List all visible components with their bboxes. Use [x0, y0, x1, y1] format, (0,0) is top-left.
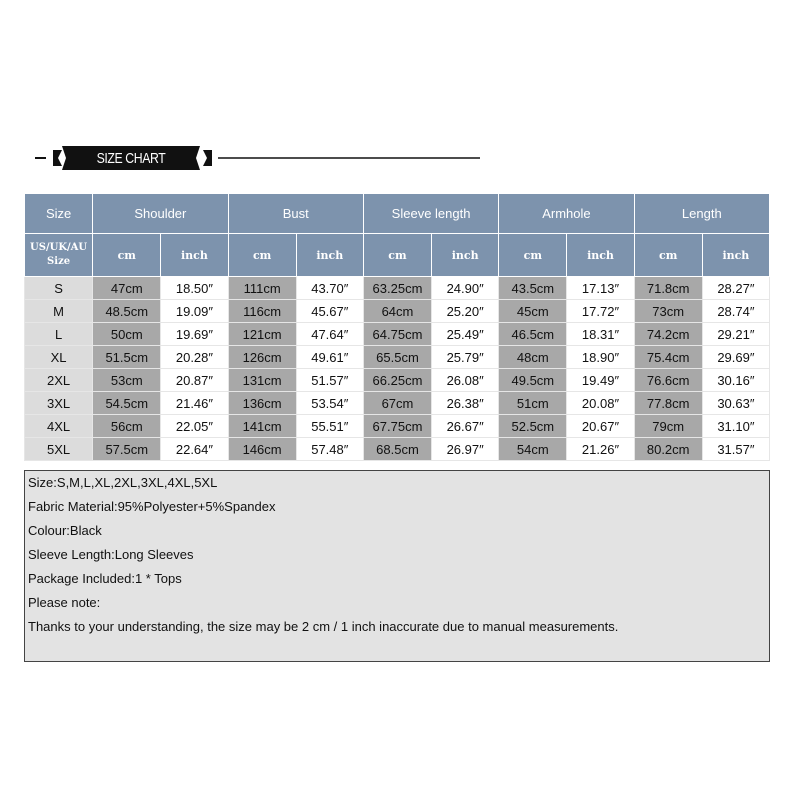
header-bust: Bust	[228, 194, 363, 234]
inch-value-cell: 21.26″	[567, 438, 634, 461]
unit-inch: inch	[161, 234, 228, 277]
inch-value-cell: 26.38″	[432, 392, 499, 415]
inch-value-cell: 17.72″	[567, 300, 634, 323]
unit-cm: cm	[93, 234, 161, 277]
inch-value-cell: 24.90″	[432, 277, 499, 300]
inch-value-cell: 43.70″	[296, 277, 363, 300]
header-region-size	[25, 234, 93, 277]
cm-value-cell: 64cm	[363, 300, 431, 323]
header-length: Length	[634, 194, 769, 234]
table-row	[25, 346, 770, 369]
size-cell: 2XL	[25, 369, 93, 392]
unit-inch: inch	[432, 234, 499, 277]
cm-value-cell: 141cm	[228, 415, 296, 438]
cm-value-cell: 51.5cm	[93, 346, 161, 369]
table-row	[25, 300, 770, 323]
chart-title: SIZE CHART	[96, 150, 166, 167]
inch-value-cell: 49.61″	[296, 346, 363, 369]
inch-value-cell: 19.09″	[161, 300, 228, 323]
cm-value-cell: 56cm	[93, 415, 161, 438]
unit-cm: cm	[363, 234, 431, 277]
info-note-text: Thanks to your understanding, the size may be 2 cm / 1 inch inaccurate due to manual measurements.	[28, 619, 619, 634]
size-cell: 5XL	[25, 438, 93, 461]
unit-header-row	[25, 234, 770, 277]
table-row	[25, 277, 770, 300]
inch-value-cell: 18.90″	[567, 346, 634, 369]
size-cell: M	[25, 300, 93, 323]
inch-value-cell: 25.20″	[432, 300, 499, 323]
cm-value-cell: 68.5cm	[363, 438, 431, 461]
cm-value-cell: 53cm	[93, 369, 161, 392]
inch-value-cell: 26.97″	[432, 438, 499, 461]
inch-value-cell: 51.57″	[296, 369, 363, 392]
cm-value-cell: 77.8cm	[634, 392, 702, 415]
cm-value-cell: 48cm	[499, 346, 567, 369]
table-row	[25, 392, 770, 415]
cm-value-cell: 54.5cm	[93, 392, 161, 415]
info-sizes: Size:S,M,L,XL,2XL,3XL,4XL,5XL	[28, 475, 218, 490]
inch-value-cell: 18.50″	[161, 277, 228, 300]
table-row	[25, 323, 770, 346]
cm-value-cell: 80.2cm	[634, 438, 702, 461]
size-cell: 4XL	[25, 415, 93, 438]
inch-value-cell: 22.64″	[161, 438, 228, 461]
inch-value-cell: 18.31″	[567, 323, 634, 346]
cm-value-cell: 67cm	[363, 392, 431, 415]
header-size: Size	[25, 194, 93, 234]
inch-value-cell: 28.74″	[702, 300, 769, 323]
inch-value-cell: 19.69″	[161, 323, 228, 346]
cm-value-cell: 75.4cm	[634, 346, 702, 369]
inch-value-cell: 26.67″	[432, 415, 499, 438]
inch-value-cell: 30.16″	[702, 369, 769, 392]
product-info-box	[24, 470, 770, 662]
inch-value-cell: 47.64″	[296, 323, 363, 346]
size-cell: XL	[25, 346, 93, 369]
cm-value-cell: 46.5cm	[499, 323, 567, 346]
size-cell: L	[25, 323, 93, 346]
inch-value-cell: 22.05″	[161, 415, 228, 438]
cm-value-cell: 43.5cm	[499, 277, 567, 300]
table-row	[25, 438, 770, 461]
cm-value-cell: 76.6cm	[634, 369, 702, 392]
cm-value-cell: 64.75cm	[363, 323, 431, 346]
cm-value-cell: 73cm	[634, 300, 702, 323]
cm-value-cell: 71.8cm	[634, 277, 702, 300]
size-label: Size	[47, 256, 71, 267]
cm-value-cell: 54cm	[499, 438, 567, 461]
inch-value-cell: 20.87″	[161, 369, 228, 392]
inch-value-cell: 29.21″	[702, 323, 769, 346]
inch-value-cell: 29.69″	[702, 346, 769, 369]
unit-cm: cm	[228, 234, 296, 277]
cm-value-cell: 63.25cm	[363, 277, 431, 300]
cm-value-cell: 131cm	[228, 369, 296, 392]
cm-value-cell: 45cm	[499, 300, 567, 323]
cm-value-cell: 74.2cm	[634, 323, 702, 346]
cm-value-cell: 50cm	[93, 323, 161, 346]
inch-value-cell: 28.27″	[702, 277, 769, 300]
inch-value-cell: 55.51″	[296, 415, 363, 438]
info-package: Package Included:1 * Tops	[28, 571, 182, 586]
info-fabric: Fabric Material:95%Polyester+5%Spandex	[28, 499, 276, 514]
unit-cm: cm	[634, 234, 702, 277]
size-table	[24, 193, 770, 461]
cm-value-cell: 52.5cm	[499, 415, 567, 438]
unit-inch: inch	[296, 234, 363, 277]
cm-value-cell: 136cm	[228, 392, 296, 415]
inch-value-cell: 31.10″	[702, 415, 769, 438]
inch-value-cell: 57.48″	[296, 438, 363, 461]
inch-value-cell: 53.54″	[296, 392, 363, 415]
cm-value-cell: 57.5cm	[93, 438, 161, 461]
cm-value-cell: 48.5cm	[93, 300, 161, 323]
cm-value-cell: 126cm	[228, 346, 296, 369]
inch-value-cell: 25.79″	[432, 346, 499, 369]
cm-value-cell: 66.25cm	[363, 369, 431, 392]
inch-value-cell: 20.67″	[567, 415, 634, 438]
inch-value-cell: 26.08″	[432, 369, 499, 392]
header-armhole: Armhole	[499, 194, 634, 234]
size-cell: 3XL	[25, 392, 93, 415]
size-table-body	[25, 277, 770, 461]
inch-value-cell: 30.63″	[702, 392, 769, 415]
header-sleeve-length: Sleeve length	[363, 194, 498, 234]
info-colour: Colour:Black	[28, 523, 102, 538]
table-row	[25, 369, 770, 392]
cm-value-cell: 79cm	[634, 415, 702, 438]
cm-value-cell: 47cm	[93, 277, 161, 300]
inch-value-cell: 20.08″	[567, 392, 634, 415]
cm-value-cell: 111cm	[228, 277, 296, 300]
info-note-title: Please note:	[28, 595, 101, 610]
unit-inch: inch	[702, 234, 769, 277]
table-row	[25, 415, 770, 438]
cm-value-cell: 65.5cm	[363, 346, 431, 369]
inch-value-cell: 19.49″	[567, 369, 634, 392]
cm-value-cell: 49.5cm	[499, 369, 567, 392]
size-cell: S	[25, 277, 93, 300]
cm-value-cell: 146cm	[228, 438, 296, 461]
unit-inch: inch	[567, 234, 634, 277]
cm-value-cell: 116cm	[228, 300, 296, 323]
inch-value-cell: 45.67″	[296, 300, 363, 323]
group-header-row	[25, 194, 770, 234]
cm-value-cell: 67.75cm	[363, 415, 431, 438]
cm-value-cell: 121cm	[228, 323, 296, 346]
inch-value-cell: 21.46″	[161, 392, 228, 415]
region-label: US/UK/AU	[30, 242, 88, 253]
inch-value-cell: 25.49″	[432, 323, 499, 346]
inch-value-cell: 31.57″	[702, 438, 769, 461]
info-sleeve: Sleeve Length:Long Sleeves	[28, 547, 194, 562]
header-shoulder: Shoulder	[93, 194, 228, 234]
unit-cm: cm	[499, 234, 567, 277]
cm-value-cell: 51cm	[499, 392, 567, 415]
inch-value-cell: 17.13″	[567, 277, 634, 300]
inch-value-cell: 20.28″	[161, 346, 228, 369]
